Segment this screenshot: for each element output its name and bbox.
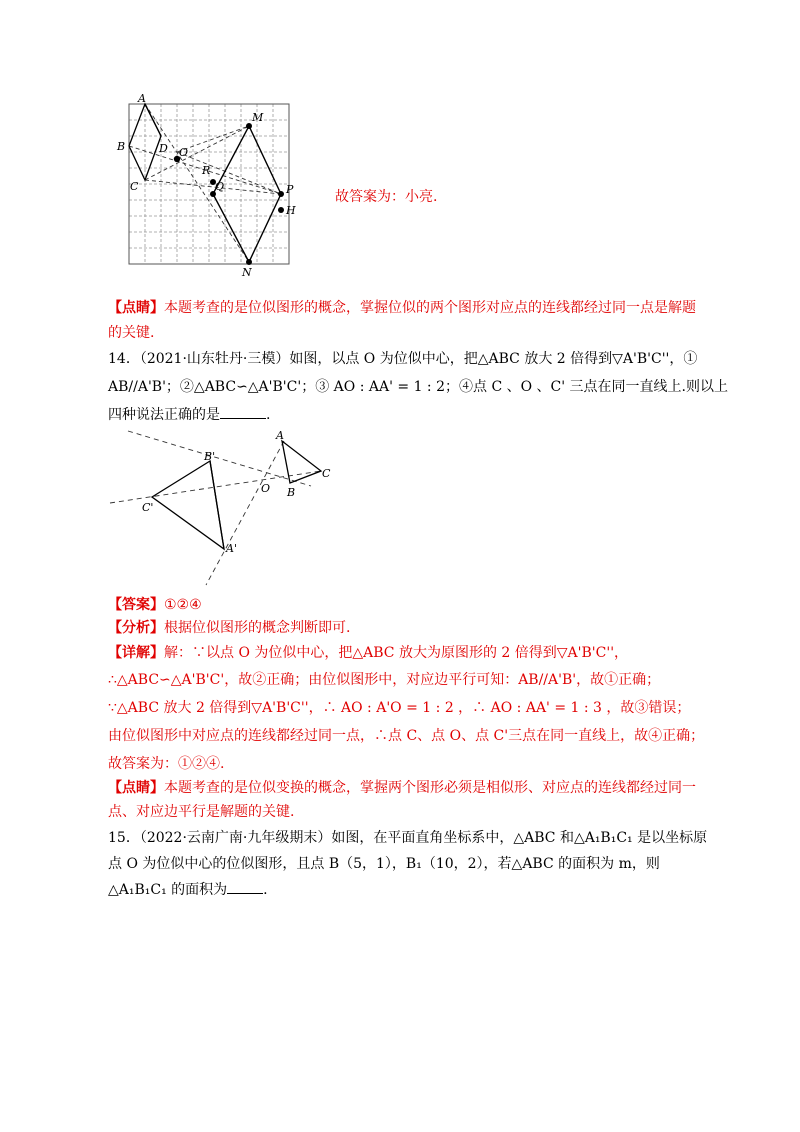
- label-c: C: [130, 180, 139, 193]
- dianjing-1-line1: 【点睛】本题考查的是位似图形的概念，掌握位似的两个图形对应点的连线都经过同一点是解题: [108, 300, 696, 316]
- analysis-14: 【分析】根据位似图形的概念判断即可.: [108, 620, 351, 636]
- q15-line2: 点 O 为位似中心的位似图形，且点 B（5，1），B₁（10，2），若△ABC 的面积为 m，则: [108, 856, 660, 872]
- label-o2: O: [261, 482, 271, 495]
- label-r: R: [202, 164, 211, 177]
- q14-line1: 14．（2021·山东牡丹·三模）如图，以点 O 为位似中心，把△ABC 放大 2 倍得到▽A'B'C''，①: [108, 351, 698, 367]
- dianjing-2-line2: 点、对应边平行是解题的关键.: [108, 804, 295, 820]
- figure-grid-similar-quadrilaterals: [110, 90, 310, 280]
- detail-14-line3: ∵△ABC 放大 2 倍得到▽A'B'C''，∴ AO : A'O = 1 : 2 ，∴ AO : AA' = 1 : 3 ，故③错误；: [108, 700, 691, 716]
- label-o: O: [179, 146, 189, 159]
- detail-14-line1: 【详解】解：∵以点 O 为位似中心，把△ABC 放大为原图形的 2 倍得到▽A'B'C''，: [108, 645, 629, 661]
- q15-line1: 15．（2022·云南广南·九年级期末）如图，在平面直角坐标系中，△ABC 和△A₁B₁C₁ 是以坐标原: [108, 830, 708, 846]
- q14-line3: 四种说法正确的是 .: [108, 407, 271, 423]
- label-a2: A: [276, 429, 284, 442]
- large-triangle: [152, 461, 224, 549]
- answer-14: 【答案】①②④: [108, 597, 202, 613]
- large-quadrilateral: [213, 126, 281, 262]
- label-aprime: A': [226, 542, 237, 555]
- label-m: M: [252, 111, 264, 124]
- dianjing-2-line1: 【点睛】本题考查的是位似变换的概念，掌握两个图形必须是相似形、对应点的连线都经过同一: [108, 780, 696, 796]
- label-h: H: [286, 204, 296, 217]
- figure1-answer: 故答案为：小亮.: [335, 189, 438, 205]
- detail-14-line5: 故答案为：①②④.: [108, 756, 225, 772]
- label-q: Q: [215, 180, 225, 193]
- detail-14-line2: ∴△ABC∽△A'B'C'，故②正确；由位似图形中，对应边平行可知：AB//A'B'，故①正确；: [108, 672, 661, 688]
- label-n: N: [242, 266, 252, 279]
- dianjing-1-line2: 的关键.: [108, 325, 155, 341]
- label-b: B: [117, 140, 126, 153]
- label-bprime: B': [204, 450, 216, 463]
- figure-homothety-triangles: [108, 425, 348, 595]
- small-triangle: [282, 441, 321, 483]
- label-c2: C: [322, 467, 331, 480]
- label-d: D: [159, 142, 168, 155]
- label-a: A: [138, 92, 146, 105]
- label-p: P: [286, 183, 294, 196]
- q14-line2: AB//A'B'；②△ABC∽△A'B'C'；③ AO : AA' = 1 : 2；④点 C 、O 、C' 三点在同一直线上.则以上: [108, 379, 729, 395]
- detail-14-line4: 由位似图形中对应点的连线都经过同一点，∴点 C、点 O、点 C'三点在同一直线上，故④正确；: [108, 728, 705, 744]
- grid: [129, 104, 289, 264]
- label-b2: B: [287, 486, 296, 499]
- connecting-lines: [129, 104, 281, 262]
- q15-line3: △A₁B₁C₁ 的面积为 .: [108, 882, 268, 898]
- label-cprime: C': [142, 501, 154, 514]
